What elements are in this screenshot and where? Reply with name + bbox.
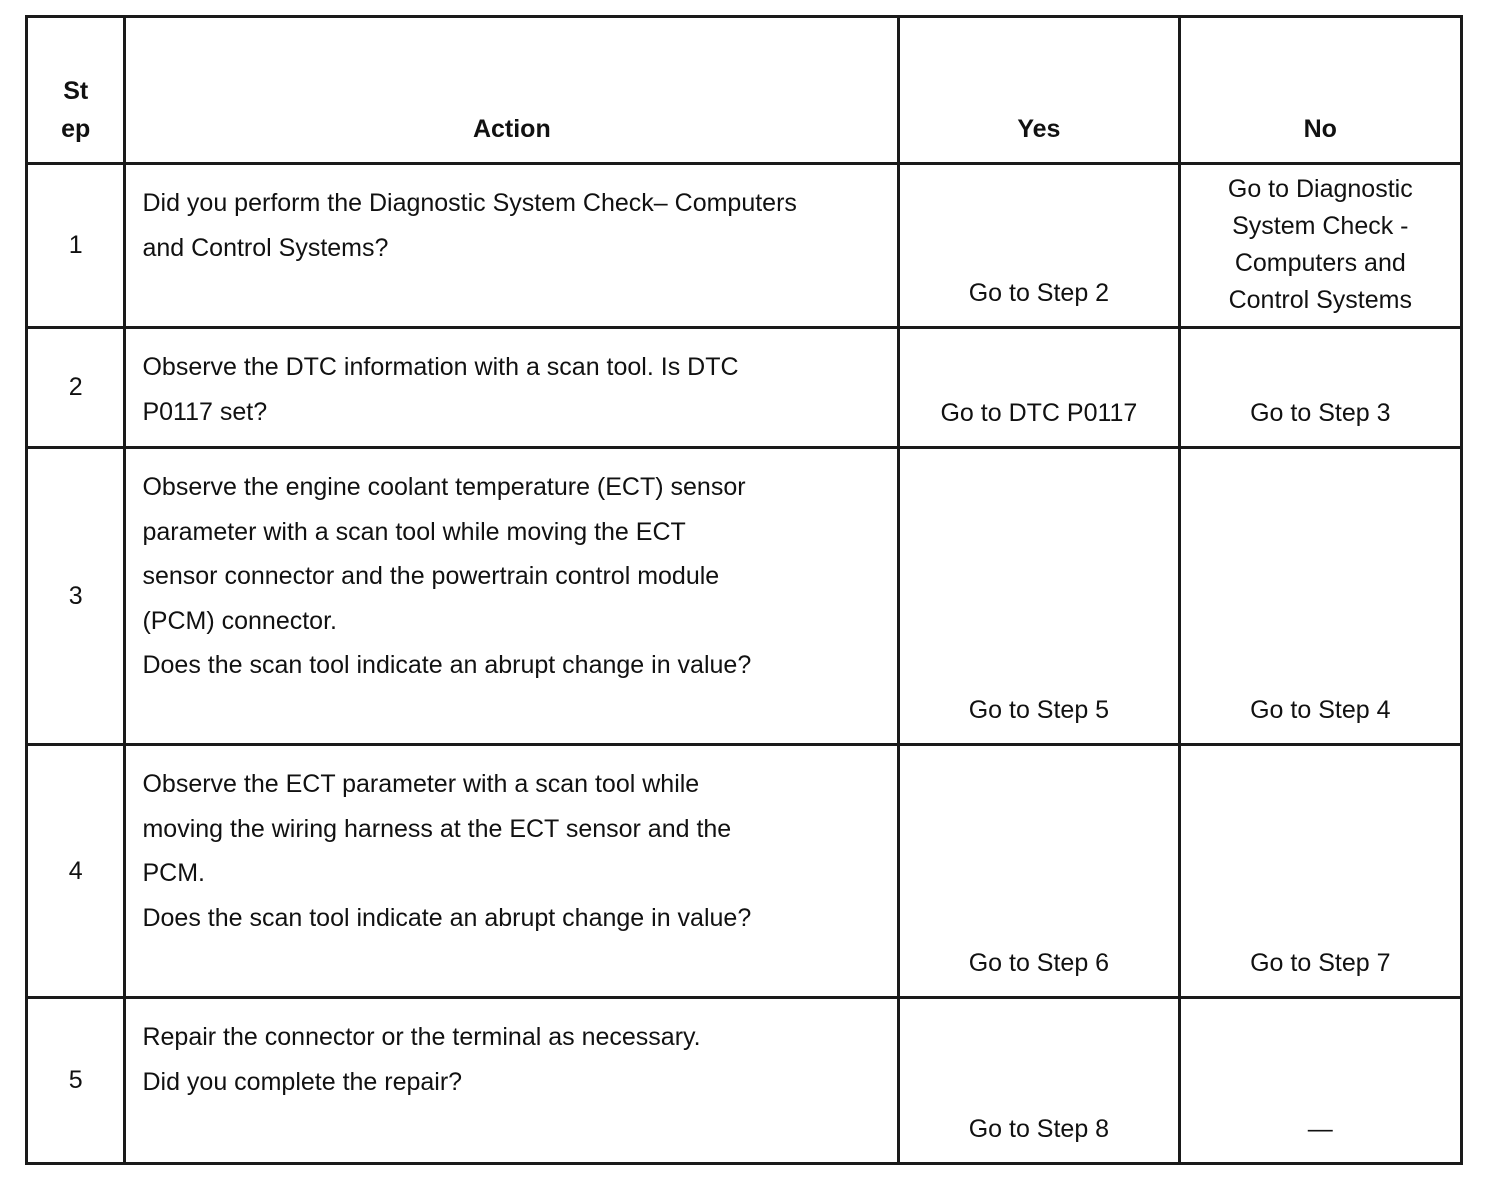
- header-step-line1: St: [63, 77, 89, 105]
- step-number: 5: [27, 998, 125, 1164]
- yes-result: Go to Step 2: [899, 164, 1179, 328]
- header-step: [27, 17, 125, 164]
- step-number: 2: [27, 328, 125, 448]
- table-row: [27, 448, 1462, 745]
- action-line: Observe the engine coolant temperature (ECT) sensor: [142, 473, 746, 501]
- action-text: [125, 328, 899, 448]
- action-line: moving the wiring harness at the ECT sensor and the: [142, 814, 732, 843]
- step-number: 1: [27, 164, 125, 328]
- no-result-line: Go to Diagnostic: [1227, 175, 1413, 203]
- table-row: [27, 328, 1462, 448]
- no-result: [1179, 164, 1461, 328]
- no-result: —: [1179, 998, 1461, 1164]
- action-line: parameter with a scan tool while moving the ECT: [142, 517, 686, 546]
- table-row: [27, 745, 1462, 998]
- action-line: Did you perform the Diagnostic System Check– Computers: [142, 189, 797, 217]
- table-row: [27, 164, 1462, 328]
- table-row: [27, 998, 1462, 1164]
- no-result: Go to Step 4: [1179, 448, 1461, 745]
- action-text: [125, 998, 899, 1164]
- step-number: 3: [27, 448, 125, 745]
- action-text: [125, 745, 899, 998]
- action-line: P0117 set?: [142, 397, 268, 426]
- action-line: Does the scan tool indicate an abrupt change in value?: [142, 903, 752, 932]
- header-yes: Yes: [899, 17, 1179, 164]
- action-line: Did you complete the repair?: [142, 1067, 463, 1096]
- no-result: Go to Step 7: [1179, 745, 1461, 998]
- no-result-line: Computers and: [1234, 249, 1406, 277]
- no-result-line: System Check -: [1232, 212, 1409, 240]
- step-number: 4: [27, 745, 125, 998]
- diagnostic-table: [25, 15, 1463, 1165]
- header-step-line2: ep: [61, 115, 91, 143]
- action-text: [125, 164, 899, 328]
- action-line: Does the scan tool indicate an abrupt change in value?: [142, 651, 752, 679]
- action-line: Observe the DTC information with a scan tool. Is DTC: [142, 353, 739, 381]
- action-line: PCM.: [142, 859, 205, 887]
- action-line: (PCM) connector.: [142, 606, 337, 635]
- header-action: Action: [125, 17, 899, 164]
- yes-result: Go to DTC P0117: [899, 328, 1179, 448]
- action-line: sensor connector and the powertrain control module: [142, 562, 720, 590]
- action-line: Observe the ECT parameter with a scan tool while: [142, 770, 700, 798]
- yes-result: Go to Step 8: [899, 998, 1179, 1164]
- action-line: and Control Systems?: [142, 233, 389, 262]
- yes-result: Go to Step 5: [899, 448, 1179, 745]
- action-line: Repair the connector or the terminal as necessary.: [142, 1023, 701, 1051]
- action-text: [125, 448, 899, 745]
- yes-result: Go to Step 6: [899, 745, 1179, 998]
- header-row: [27, 17, 1462, 164]
- no-result: Go to Step 3: [1179, 328, 1461, 448]
- no-result-line: Control Systems: [1228, 286, 1412, 314]
- header-no: No: [1179, 17, 1461, 164]
